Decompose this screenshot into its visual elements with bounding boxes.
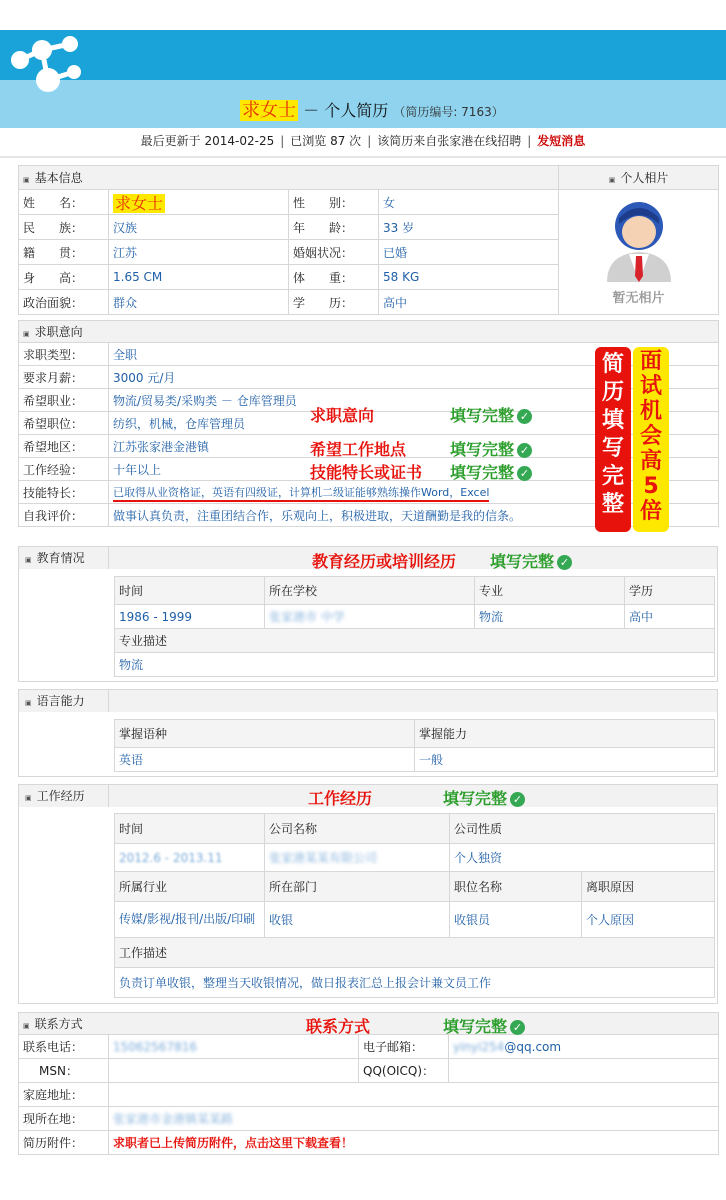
bullet-icon: ▣ <box>608 176 616 184</box>
header-fill <box>109 785 717 807</box>
blurred-company: 张家港某某有限公司 <box>269 851 378 865</box>
edu-time: 1986 - 1999 <box>115 605 265 629</box>
field-value: 全职 <box>109 343 719 366</box>
annotation-work: 工作经历 <box>308 789 373 808</box>
work-desc: 负责订单收银，整理当天收银情况，做日报表汇总上报会计兼文员工作 <box>115 968 715 998</box>
title-text: 个人简历 <box>324 101 389 120</box>
field-label: 现所在地： <box>19 1107 109 1131</box>
qq-value <box>449 1059 719 1083</box>
title-dash: － <box>303 101 320 120</box>
field-value: 高中 <box>379 290 559 315</box>
view-count: 已浏览 87 次 <box>290 134 362 148</box>
msn-value <box>109 1059 359 1083</box>
promo-char: 整 <box>601 492 624 517</box>
photo-caption: 暂无相片 <box>612 291 665 306</box>
work-time <box>115 844 265 872</box>
location-value <box>109 1107 719 1131</box>
field-label: 姓 名： <box>19 190 109 215</box>
check-icon: ✓ <box>517 409 532 424</box>
field-label: MSN： <box>19 1059 109 1083</box>
sep: | <box>280 134 285 148</box>
field-value: 江苏 <box>109 240 289 265</box>
field-label: 身 高： <box>19 265 109 290</box>
col-header: 公司性质 <box>450 814 715 844</box>
bullet-icon: ▣ <box>25 699 32 707</box>
annotation-intent: 求职意向 <box>310 406 375 425</box>
email-value <box>449 1035 719 1059</box>
field-value: 58 KG <box>379 265 559 290</box>
work-dept: 收银 <box>265 902 450 938</box>
promo-char: 完 <box>601 464 624 489</box>
header-fill <box>109 690 717 712</box>
done-badge <box>490 549 572 572</box>
edu-desc: 物流 <box>115 653 715 677</box>
field-value: 纺织，机械，仓库管理员 <box>109 412 719 435</box>
promo-char: 历 <box>601 380 624 405</box>
field-value: 江苏张家港金港镇 <box>109 435 719 458</box>
desc-label: 专业描述 <box>115 629 715 653</box>
promo-vertical-right <box>633 347 669 532</box>
section-title: 教育情况 <box>36 551 85 565</box>
col-header: 离职原因 <box>582 872 715 902</box>
done-text: 填写完整 <box>490 552 555 571</box>
promo-char: 倍 <box>639 499 662 524</box>
promo-char: 试 <box>639 374 662 399</box>
promo-char: 机 <box>639 399 662 424</box>
divider <box>0 156 726 158</box>
section-title: 语言能力 <box>36 694 85 708</box>
education-table <box>114 576 715 677</box>
promo-char: 高 <box>639 449 662 474</box>
col-header: 公司名称 <box>265 814 450 844</box>
field-label: 学 历： <box>289 290 379 315</box>
check-icon: ✓ <box>510 1020 525 1035</box>
language-level: 一般 <box>415 748 715 772</box>
blurred-location: 张家港市金港镇某某路 <box>113 1112 234 1126</box>
basic-info-section <box>18 165 719 315</box>
source-text: 该简历来自张家港在线招聘 <box>377 134 522 148</box>
done-text: 填写完整 <box>450 440 515 459</box>
work-nature: 个人独资 <box>450 844 715 872</box>
field-value: 1.65 CM <box>109 265 289 290</box>
section-header-language <box>19 690 109 712</box>
field-label: 求职类型： <box>19 343 109 366</box>
section-title: 求职意向 <box>34 325 83 339</box>
field-label: 工作经验： <box>19 458 109 481</box>
field-value: 十年以上 <box>109 458 719 481</box>
col-header: 所在部门 <box>265 872 450 902</box>
photo-header <box>559 166 719 190</box>
download-attachment-link[interactable]: 求职者已上传简历附件，点击这里下载查看！ <box>113 1136 354 1150</box>
promo-char: 写 <box>601 436 624 461</box>
promo-char: 会 <box>639 424 662 449</box>
last-updated: 最后更新于 2014-02-25 <box>140 134 275 148</box>
field-label: QQ(OICQ)： <box>359 1059 449 1083</box>
field-label: 希望职位： <box>19 412 109 435</box>
done-text: 填写完整 <box>443 789 508 808</box>
resume-code: （简历编号: 7163） <box>393 105 504 119</box>
attachment-cell <box>109 1131 719 1155</box>
home-value <box>109 1083 719 1107</box>
field-label: 电子邮箱： <box>359 1035 449 1059</box>
check-icon: ✓ <box>517 443 532 458</box>
promo-char: 填 <box>601 408 624 433</box>
photo-cell <box>559 190 719 315</box>
col-header: 职位名称 <box>450 872 582 902</box>
bullet-icon: ▣ <box>23 176 30 184</box>
skills-text: 已取得从业资格证，英语有四级证，计算机二级证能够熟练操作Word，Excel <box>113 486 489 502</box>
bullet-icon: ▣ <box>25 556 32 564</box>
site-logo-icon <box>0 30 120 100</box>
work-industry: 传媒/影视/报刊/出版/印刷 <box>115 902 265 938</box>
field-value: 群众 <box>109 290 289 315</box>
field-label: 要求月薪： <box>19 366 109 389</box>
done-badge <box>450 460 532 483</box>
col-header: 学历 <box>625 577 715 605</box>
field-label: 家庭地址： <box>19 1083 109 1107</box>
work-position: 收银员 <box>450 902 582 938</box>
done-text: 填写完整 <box>450 463 515 482</box>
check-icon: ✓ <box>557 555 572 570</box>
work-table <box>114 813 715 998</box>
done-badge <box>443 1014 525 1037</box>
promo-char: 简 <box>601 352 624 377</box>
phone-value <box>109 1035 359 1059</box>
bullet-icon: ▣ <box>25 794 32 802</box>
field-value: 33 岁 <box>379 215 559 240</box>
col-header: 时间 <box>115 814 265 844</box>
col-header: 所属行业 <box>115 872 265 902</box>
field-label: 联系电话： <box>19 1035 109 1059</box>
field-label: 性 别： <box>289 190 379 215</box>
language-value: 英语 <box>115 748 415 772</box>
resume-title <box>240 96 504 122</box>
section-header-basic <box>19 166 559 190</box>
blurred-time: 2012.6 - 2013.11 <box>119 850 223 865</box>
section-title: 联系方式 <box>34 1017 83 1031</box>
field-label: 民 族： <box>19 215 109 240</box>
field-value: 汉族 <box>109 215 289 240</box>
language-section <box>18 689 718 777</box>
bullet-icon: ▣ <box>23 1022 30 1030</box>
candidate-name: 求女士 <box>242 100 296 121</box>
blurred-email: yinyi254 <box>453 1039 505 1054</box>
section-header-education <box>19 547 109 569</box>
annotation-location: 希望工作地点 <box>310 440 407 459</box>
field-label: 自我评价： <box>19 504 109 527</box>
send-message-link[interactable]: 发短消息 <box>537 134 586 148</box>
col-header: 掌握语种 <box>115 720 415 748</box>
section-header-intent <box>19 321 719 343</box>
field-label: 希望地区： <box>19 435 109 458</box>
field-value: 做事认真负责，注重团结合作，乐观向上，积极进取，天道酬勤是我的信条。 <box>109 504 719 527</box>
edu-major: 物流 <box>475 605 625 629</box>
annotation-contact: 联系方式 <box>306 1017 371 1036</box>
field-label: 政治面貌： <box>19 290 109 315</box>
done-badge <box>443 786 525 809</box>
col-header: 专业 <box>475 577 625 605</box>
email-domain: @qq.com <box>504 1039 562 1054</box>
edu-school <box>265 605 475 629</box>
language-table <box>114 719 715 772</box>
sep: | <box>527 134 532 148</box>
photo-title: 个人相片 <box>620 171 669 185</box>
col-header: 时间 <box>115 577 265 605</box>
avatar-placeholder-icon <box>599 196 679 282</box>
meta-bar <box>0 132 726 149</box>
col-header: 掌握能力 <box>415 720 715 748</box>
work-company <box>265 844 450 872</box>
field-label: 希望职业： <box>19 389 109 412</box>
promo-vertical-left <box>595 347 631 532</box>
done-text: 填写完整 <box>443 1017 508 1036</box>
edu-degree: 高中 <box>625 605 715 629</box>
work-reason: 个人原因 <box>582 902 715 938</box>
done-badge <box>450 437 532 460</box>
promo-char: 面 <box>639 349 662 374</box>
check-icon: ✓ <box>517 466 532 481</box>
field-label: 简历附件： <box>19 1131 109 1155</box>
name-highlight: 求女士 <box>115 193 164 213</box>
check-icon: ✓ <box>510 792 525 807</box>
name-value <box>109 190 289 215</box>
blurred-phone: 15062567816 <box>113 1039 197 1054</box>
bullet-icon: ▣ <box>23 330 30 338</box>
annotation-education: 教育经历或培训经历 <box>312 552 457 571</box>
field-value: 已婚 <box>379 240 559 265</box>
field-label: 籍 贯： <box>19 240 109 265</box>
blurred-school: 张家港市 中学 <box>269 610 345 624</box>
done-text: 填写完整 <box>450 406 515 425</box>
desc-label: 工作描述 <box>115 938 715 968</box>
field-label: 婚姻状况： <box>289 240 379 265</box>
field-value: 女 <box>379 190 559 215</box>
sep: | <box>367 134 372 148</box>
promo-char: 5 <box>643 474 659 499</box>
field-value: 3000 元/月 <box>109 366 719 389</box>
field-value: 物流/贸易类/采购类 － 仓库管理员 <box>109 389 719 412</box>
annotation-skills: 技能特长或证书 <box>310 463 423 482</box>
done-badge <box>450 403 532 426</box>
col-header: 所在学校 <box>265 577 475 605</box>
section-title: 基本信息 <box>34 171 83 185</box>
field-label: 技能特长： <box>19 481 109 504</box>
section-title: 工作经历 <box>36 789 85 803</box>
section-header-work <box>19 785 109 807</box>
field-label: 体 重： <box>289 265 379 290</box>
field-label: 年 龄： <box>289 215 379 240</box>
work-section <box>18 784 718 1004</box>
